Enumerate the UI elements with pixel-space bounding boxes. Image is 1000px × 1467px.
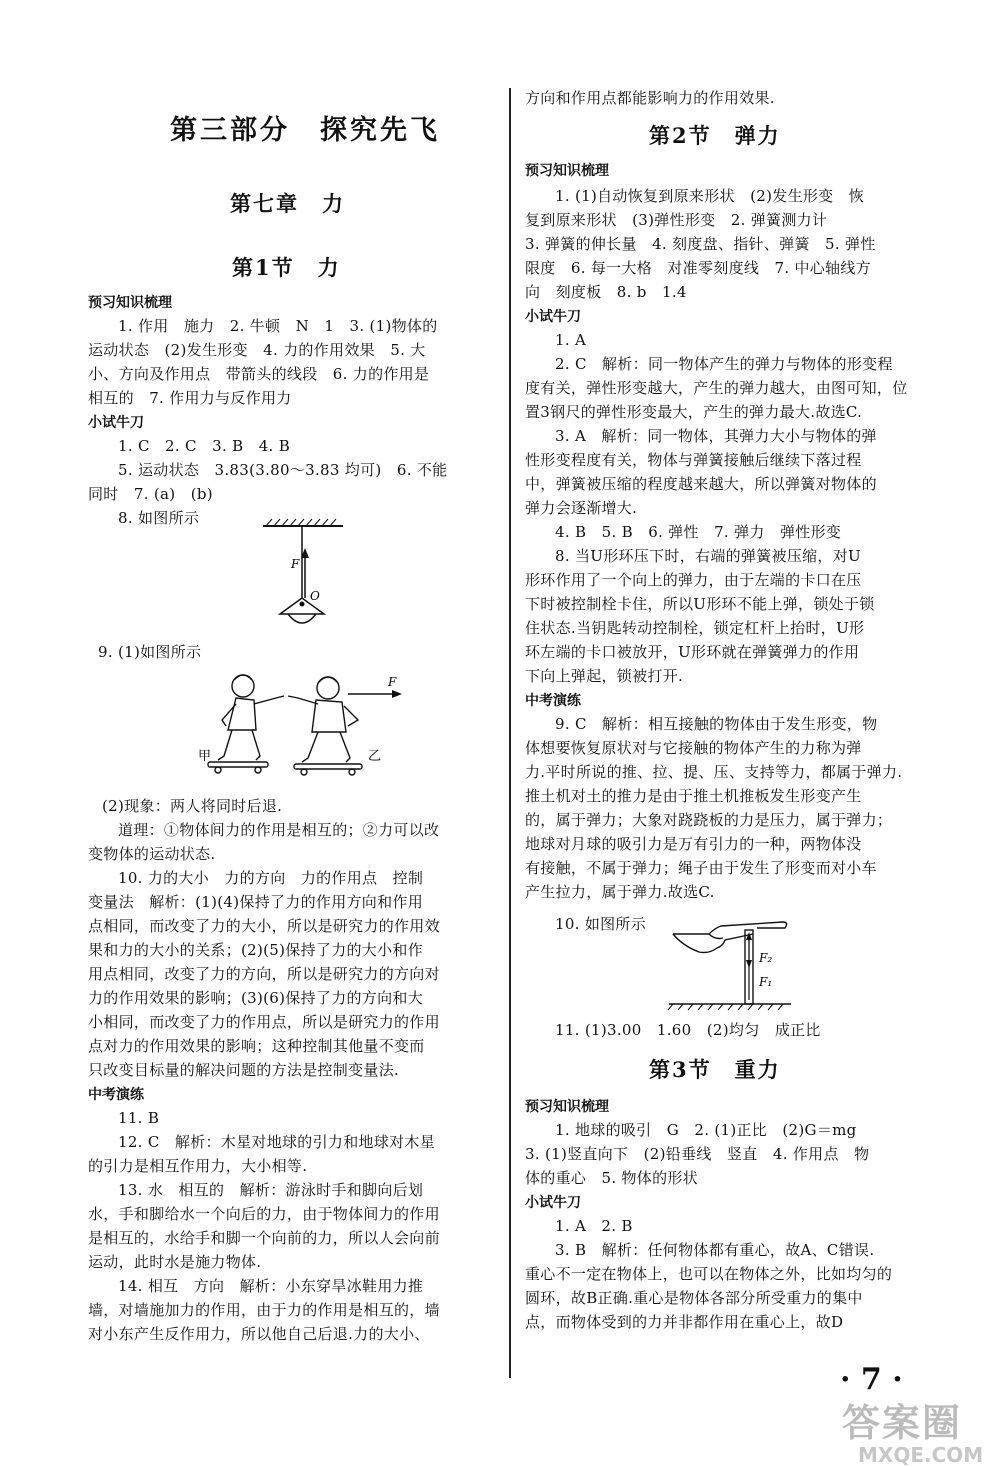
watermark xyxy=(842,1392,983,1467)
text-line: 墙，对墙施加力的作用，由于力的作用是相互的，墙 xyxy=(88,1301,440,1319)
text-line: 度有关，弹性形变越大，产生的弹力越大，由图可知，位 xyxy=(525,379,908,397)
text-line: (2)现象：两人将同时后退. xyxy=(102,797,283,815)
text-line: 下向上弹起，锁被打开. xyxy=(525,667,684,685)
text-line: 11. B xyxy=(118,1109,160,1127)
figure-finger-column xyxy=(665,912,795,1014)
text-line: 住状态.当钥匙转动控制栓，锁定杠杆上抬时，U形 xyxy=(525,619,865,637)
text-line: 点相同，而改变了力的大小，所以是研究力的作用效 xyxy=(88,917,440,935)
text-line: 是相互的，水给手和脚一个向前的力，所以人会向前 xyxy=(88,1229,440,1247)
text-line: 果和力的大小的关系；(2)(5)保持了力的大小和作 xyxy=(88,941,423,959)
heading-preview: 预习知识梳理 xyxy=(525,163,609,179)
heading-exam: 中考演练 xyxy=(88,1087,144,1103)
label-yi: 乙 xyxy=(368,749,382,764)
page-number: · 7 · xyxy=(840,1362,903,1397)
text-line: 运动状态 (2)发生形变 4. 力的作用效果 5. 大 xyxy=(88,341,426,359)
text-line: 下时被控制栓卡住，所以U形环不能上弹，锁处于锁 xyxy=(525,595,875,613)
figure-two-skaters xyxy=(198,668,418,783)
text-line: 性形变程度有关，物体与弹簧接触后继续下落过程 xyxy=(525,451,862,469)
text-line: 点，而物体受到的力并非都作用在重心上，故D xyxy=(525,1313,844,1331)
chapter-title: 第七章 力 xyxy=(230,191,345,216)
text-line: 向 刻度板 8. b 1.4 xyxy=(525,283,687,301)
text-line: 3. B 解析：任何物体都有重心，故A、C错误. xyxy=(555,1241,875,1259)
text-line: 相互的 7. 作用力与反作用力 xyxy=(88,389,292,407)
column-divider xyxy=(509,88,511,1378)
text-line: 3. A 解析：同一物体，其弹力大小与物体的弹 xyxy=(555,427,877,445)
text-line: 同时 7. (a) (b) xyxy=(88,485,213,503)
text-line: 1. 作用 施力 2. 牛顿 N 1 3. (1)物体的 xyxy=(118,317,438,335)
text-line: 1. 地球的吸引 G 2. (1)正比 (2)G＝mg xyxy=(555,1121,857,1139)
text-line: 1. A 2. B xyxy=(555,1217,633,1235)
text-line: 9. (1)如图所示 xyxy=(98,643,202,661)
text-line: 变量法 解析：(1)(4)保持了力的作用方向和作用 xyxy=(88,893,423,911)
text-line: 地球对月球的吸引力是万有引力的一种，两物体没 xyxy=(525,835,862,853)
label-o: O xyxy=(310,589,320,603)
text-line: 1. A xyxy=(555,331,587,349)
section-2-title: 第2节 弹力 xyxy=(649,123,781,148)
text-line: 体想要恢复原状对与它接触的物体产生的力称为弹 xyxy=(525,739,862,757)
text-line: 变物体的运动状态. xyxy=(88,845,216,863)
watermark-sub: MXQE.COM xyxy=(858,1443,984,1467)
text-line: 点对力的作用效果的影响；这种控制其他量不变而 xyxy=(88,1037,425,1055)
text-line: 11. (1)3.00 1.60 (2)均匀 成正比 xyxy=(555,1021,821,1039)
watermark-main: 答案圈 xyxy=(842,1401,963,1445)
text-line: 用点相同，改变了力的方向，所以是研究力的方向对 xyxy=(88,965,440,983)
text-line: 形环作用了一个向上的弹力，由于左端的卡口在压 xyxy=(525,571,862,589)
heading-exam: 中考演练 xyxy=(525,693,581,709)
text-line: 圆环，故B正确.重心是物体各部分所受重力的集中 xyxy=(525,1289,863,1307)
text-line: 重心不一定在物体上，也可以在物体之外，比如均匀的 xyxy=(525,1265,893,1283)
text-line: 8. 如图所示 xyxy=(118,509,200,527)
text-line: 10. 力的大小 力的方向 力的作用点 控制 xyxy=(118,869,424,887)
heading-try: 小试牛刀 xyxy=(525,1195,581,1211)
text-line: 产生拉力，属于弹力.故选C. xyxy=(525,883,715,901)
text-line: 9. C 解析：相互接触的物体由于发生形变，物 xyxy=(555,715,878,733)
text-line: 中，弹簧被压缩的程度越来越大，所以弹簧对物体的 xyxy=(525,475,877,493)
text-line: 只改变目标量的解决问题的方法是控制变量法. xyxy=(88,1061,400,1079)
text-line: 14. 相互 方向 解析：小东穿旱冰鞋用力推 xyxy=(118,1277,424,1295)
text-line: 弹力会逐渐增大. xyxy=(525,499,638,517)
text-line: 道理：①物体间力的作用是相互的；②力可以改 xyxy=(118,821,440,839)
text-line: 小、方向及作用点 带箭头的线段 6. 力的作用是 xyxy=(88,365,430,383)
text-line: 10. 如图所示 xyxy=(555,915,647,933)
text-line: 有接触，不属于弹力；绳子由于发生了形变而对小车 xyxy=(525,859,877,877)
text-line: 的引力是相互作用力，大小相等. xyxy=(88,1157,308,1175)
label-f: F xyxy=(291,557,300,571)
label-f: F xyxy=(388,675,397,689)
text-line: 5. 运动状态 3.83(3.80～3.83 均可) 6. 不能 xyxy=(118,461,448,479)
heading-try: 小试牛刀 xyxy=(88,415,144,431)
text-line: 3. 弹簧的伸长量 4. 刻度盘、指针、弹簧 5. 弹性 xyxy=(525,235,876,253)
text-line: 水，手和脚给水一个向后的力，由于物体间力的作用 xyxy=(88,1205,440,1223)
section-1-title: 第1节 力 xyxy=(232,255,341,280)
text-line: 体的重心 5. 物体的形状 xyxy=(525,1169,698,1187)
text-line: 力的作用效果的影响；(3)(6)保持了力的方向和大 xyxy=(88,989,423,1007)
text-line: 4. B 5. B 6. 弹性 7. 弹力 弹性形变 xyxy=(555,523,842,541)
label-f1: F₁ xyxy=(759,975,773,989)
text-line: 3. (1)竖直向下 (2)铅垂线 竖直 4. 作用点 物 xyxy=(525,1145,870,1163)
text-line: 复到原来形状 (3)弹性形变 2. 弹簧测力计 xyxy=(525,211,828,229)
figure-hanging-lamp xyxy=(248,518,358,638)
text-line: 限度 6. 每一大格 对准零刻度线 7. 中心轴线方 xyxy=(525,259,871,277)
text-line: 环左端的卡口被放开，U形环就在弹簧弹力的作用 xyxy=(525,643,860,661)
text-line: 运动，此时水是施力物体. xyxy=(88,1253,262,1271)
text-line: 置3钢尺的弹性形变最大，产生的弹力最大.故选C. xyxy=(525,403,863,421)
text-line: 小相同，而改变了力的作用点，所以是研究力的作用 xyxy=(88,1013,440,1031)
text-line: 对小东产生反作用力，所以他自己后退.力的大小、 xyxy=(88,1325,430,1343)
heading-preview: 预习知识梳理 xyxy=(525,1099,609,1115)
text-line: 的，属于弹力；大象对跷跷板的力是压力，属于弹力； xyxy=(525,811,893,829)
text-line: 方向和作用点都能影响力的作用效果. xyxy=(525,89,775,107)
text-line: 推土机对土的推力是由于推土机推板发生形变产生 xyxy=(525,787,862,805)
heading-try: 小试牛刀 xyxy=(525,309,581,325)
heading-preview: 预习知识梳理 xyxy=(88,295,172,311)
label-jia: 甲 xyxy=(198,749,212,764)
label-f2: F₂ xyxy=(759,951,773,965)
text-line: 1. (1)自动恢复到原来形状 (2)发生形变 恢 xyxy=(555,187,865,205)
part-title: 第三部分 探究先飞 xyxy=(170,115,440,146)
text-line: 2. C 解析：同一物体产生的弹力与物体的形变程 xyxy=(555,355,893,373)
section-3-title: 第3节 重力 xyxy=(649,1057,781,1082)
text-line: 力.平时所说的推、拉、提、压、支持等力，都属于弹力. xyxy=(525,763,903,781)
text-line: 12. C 解析：木星对地球的引力和地球对木星 xyxy=(118,1133,436,1151)
text-line: 8. 当U形环压下时，右端的弹簧被压缩，对U xyxy=(555,547,861,565)
text-line: 1. C 2. C 3. B 4. B xyxy=(118,437,291,455)
text-line: 13. 水 相互的 解析：游泳时手和脚向后划 xyxy=(118,1181,424,1199)
